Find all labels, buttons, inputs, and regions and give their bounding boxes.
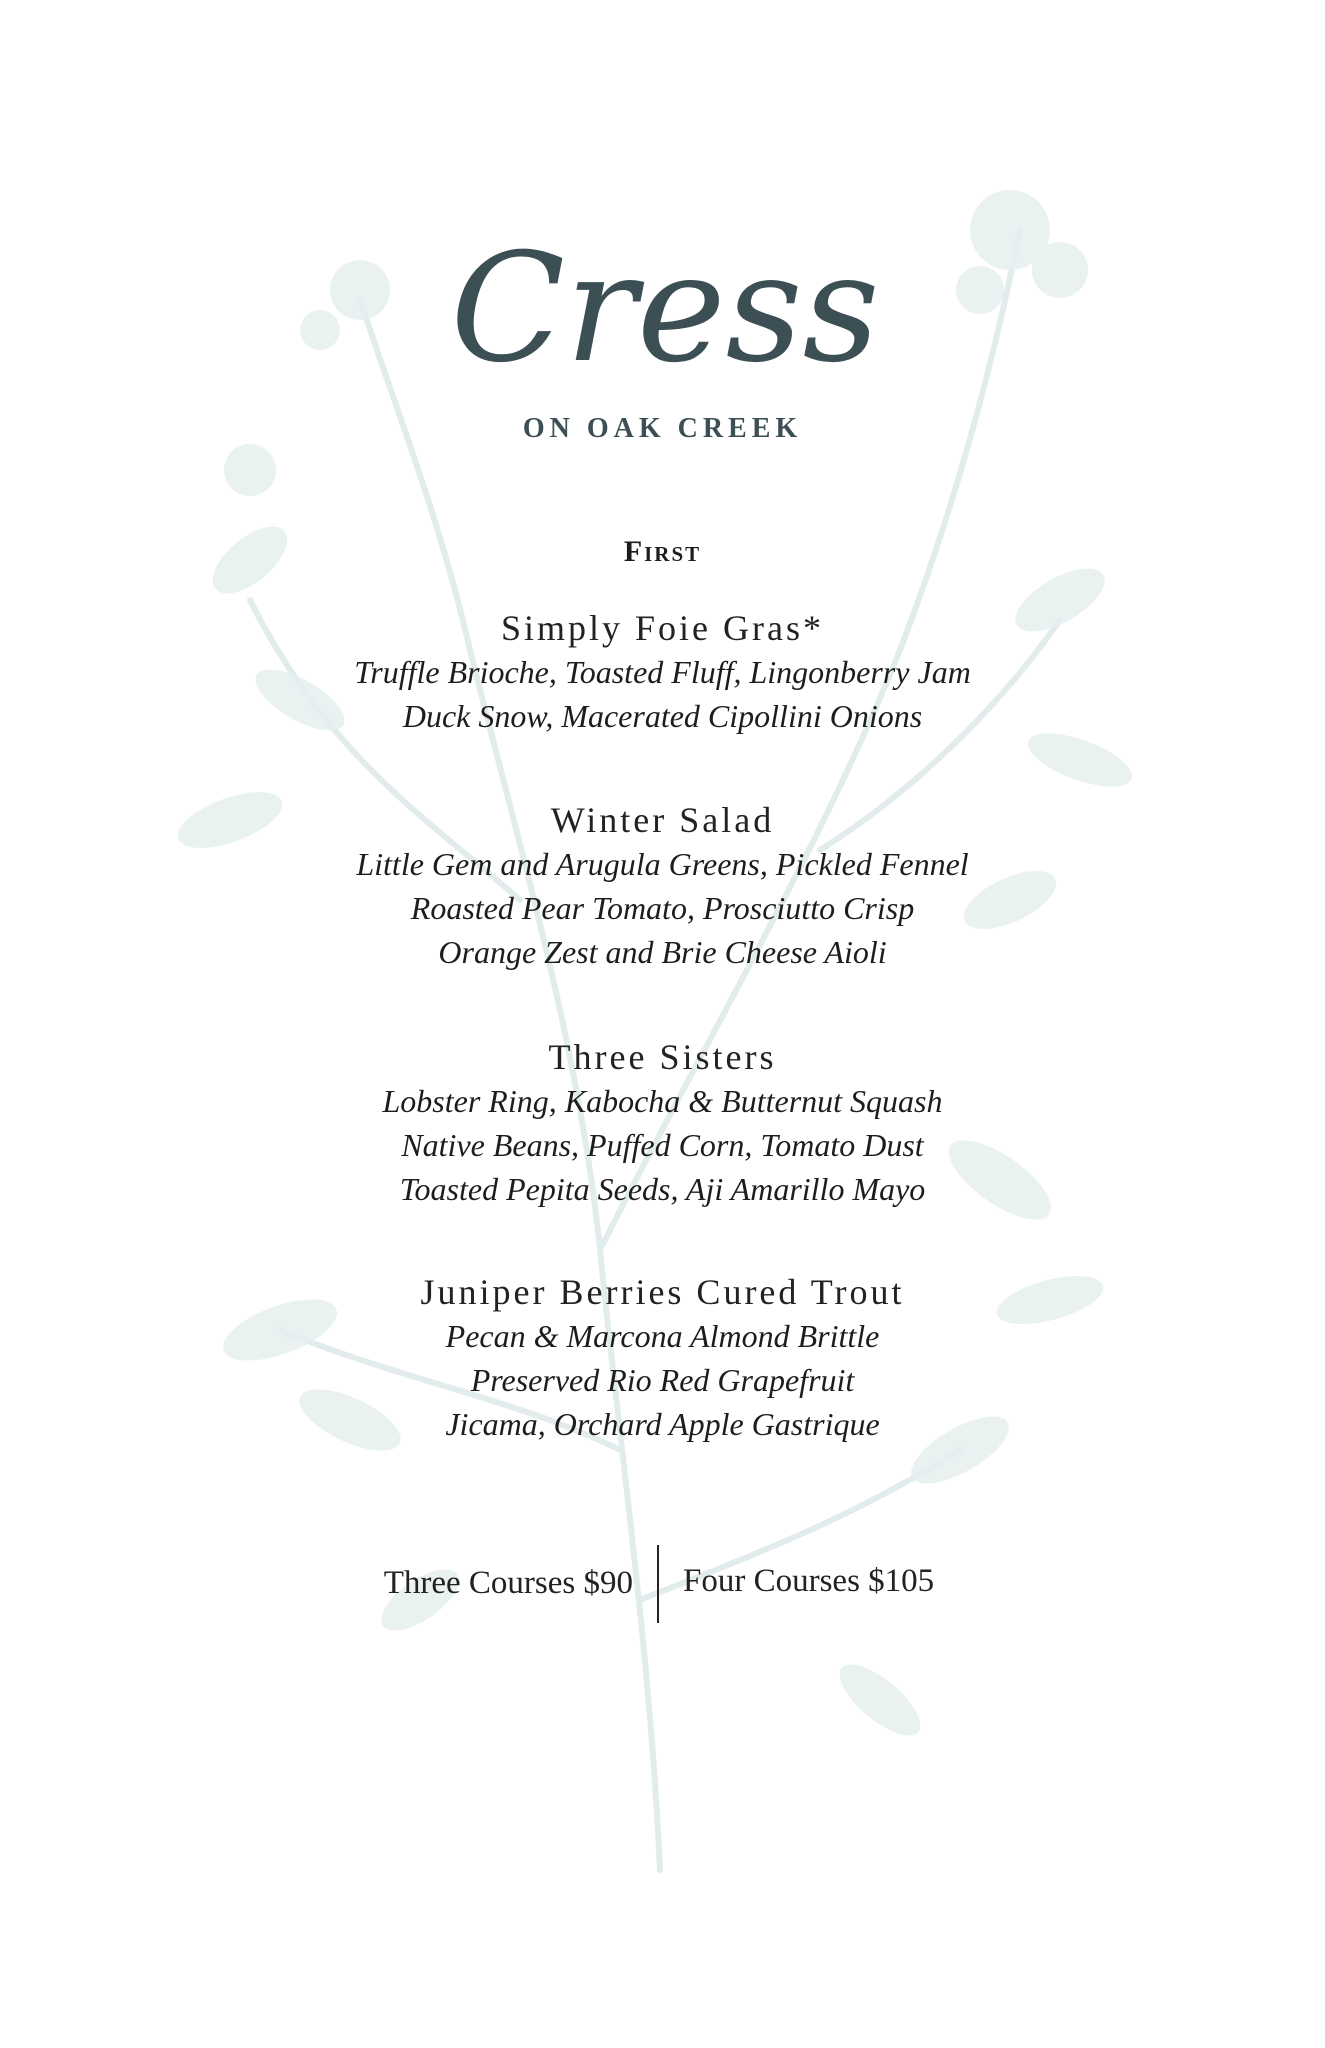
price-four-courses: Four Courses $105 — [683, 1563, 935, 1599]
logo-script-text: Cress — [450, 222, 880, 396]
dish-description-line: Lobster Ring, Kabocha & Butternut Squash — [382, 1083, 943, 1119]
dish-description-line: Toasted Pepita Seeds, Aji Amarillo Mayo — [399, 1171, 926, 1207]
dish-description-line: Duck Snow, Macerated Cipollini Onions — [402, 698, 923, 734]
price-three-courses: Three Courses $90 — [383, 1565, 633, 1601]
dish-name: Three Sisters — [548, 1037, 777, 1077]
cress-logo — [430, 185, 900, 415]
dish-description-line: Little Gem and Arugula Greens, Pickled Fennel — [356, 846, 969, 882]
dish-description-line: Orange Zest and Brie Cheese Aioli — [438, 934, 887, 970]
dish-description-line: Jicama, Orchard Apple Gastrique — [445, 1406, 880, 1442]
dish-description-line: Pecan & Marcona Almond Brittle — [445, 1318, 880, 1354]
dish-name: Simply Foie Gras* — [500, 608, 824, 648]
dish-description-line: Preserved Rio Red Grapefruit — [470, 1362, 855, 1398]
dish-item — [0, 1270, 1325, 1446]
dish-item — [0, 798, 1325, 974]
dish-name: Winter Salad — [550, 800, 775, 840]
dish-name: Juniper Berries Cured Trout — [420, 1272, 905, 1312]
logo-subtitle: ON OAK CREEK — [522, 413, 803, 444]
dish-description-line: Truffle Brioche, Toasted Fluff, Lingonberry Jam — [354, 654, 971, 690]
pricing-options — [0, 1545, 1325, 1625]
dish-description-line: Native Beans, Puffed Corn, Tomato Dust — [401, 1127, 924, 1163]
price-divider — [657, 1545, 659, 1623]
dish-description-line: Roasted Pear Tomato, Prosciutto Crisp — [410, 890, 915, 926]
section-title: First — [623, 535, 702, 568]
dish-item — [0, 606, 1325, 738]
dish-item — [0, 1035, 1325, 1211]
